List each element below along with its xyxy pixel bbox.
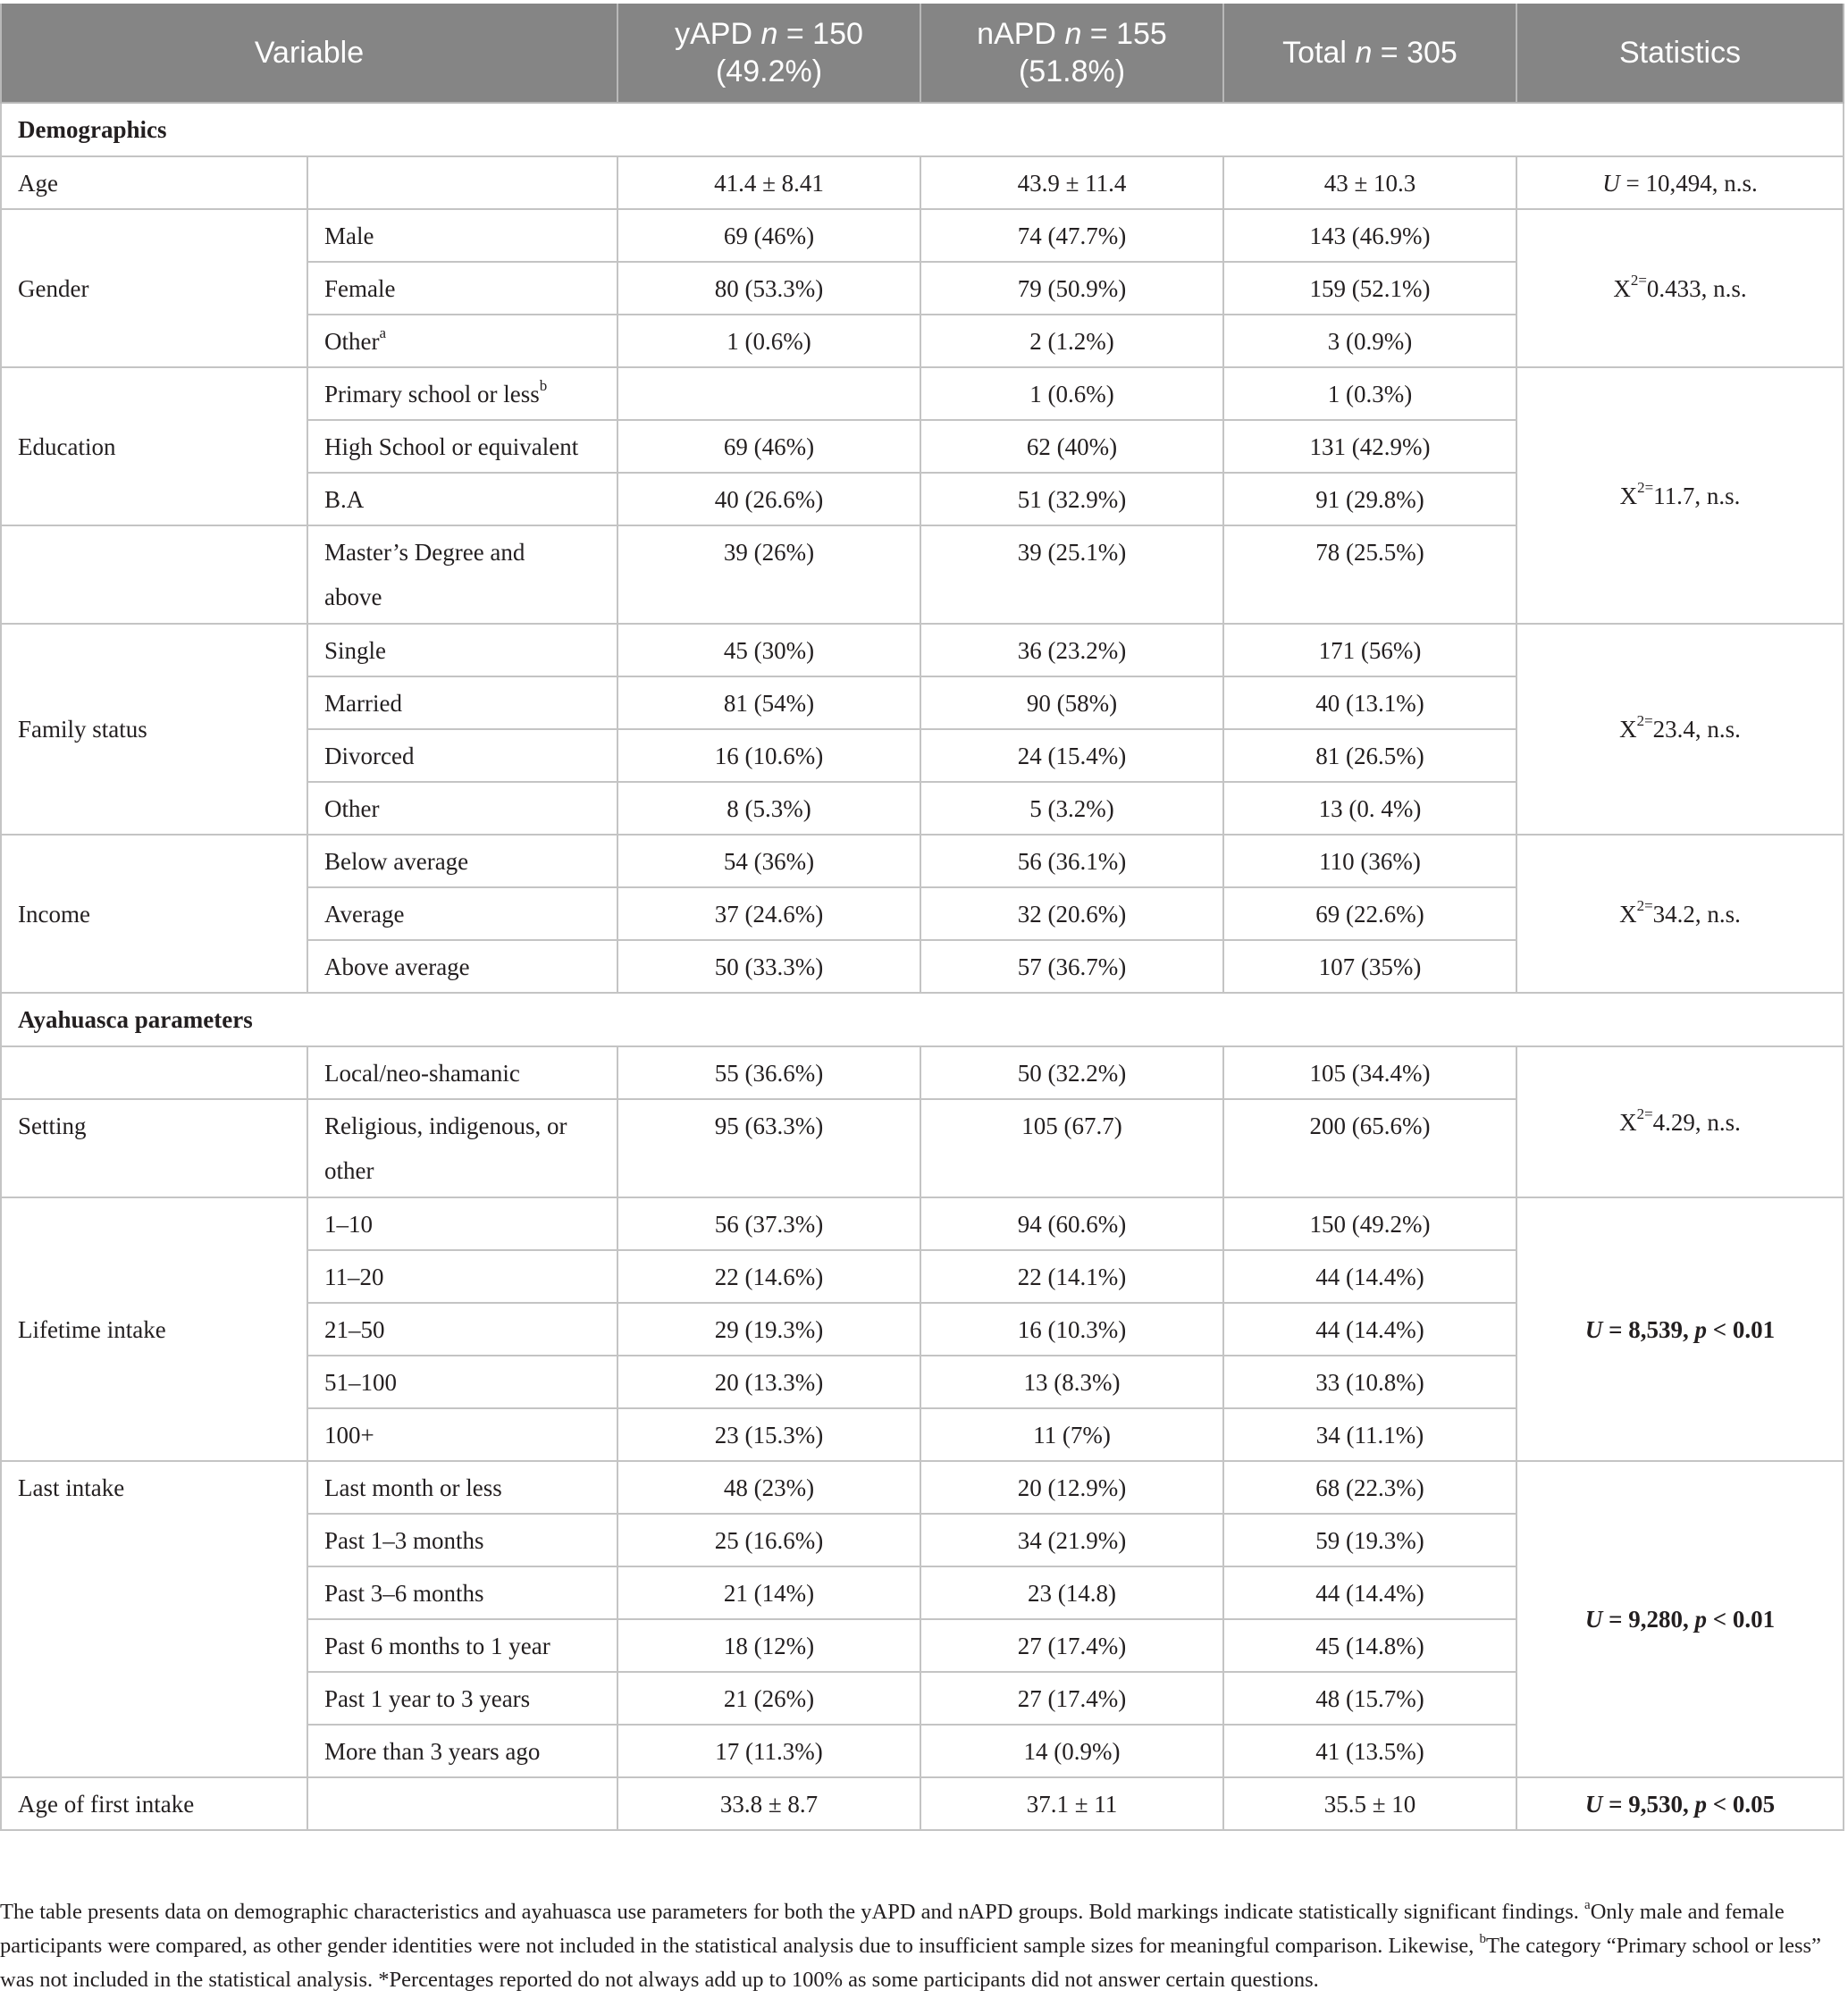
table-row (1, 1461, 1844, 1514)
total-cell: 131 (42.9%) (1223, 420, 1516, 473)
table-row (1, 1197, 1844, 1250)
category-cell: Divorced (307, 729, 617, 782)
header-statistics: Statistics (1516, 4, 1844, 103)
total-cell: 91 (29.8%) (1223, 473, 1516, 525)
total-cell: 159 (52.1%) (1223, 262, 1516, 315)
total-cell: 81 (26.5%) (1223, 729, 1516, 782)
yapd-cell: 33.8 ± 8.7 (617, 1777, 920, 1830)
table-row (1, 1777, 1844, 1830)
total-cell: 1 (0.3%) (1223, 367, 1516, 420)
category-cell: B.A (307, 473, 617, 525)
yapd-cell: 69 (46%) (617, 209, 920, 262)
table-row (1, 156, 1844, 209)
total-cell: 35.5 ± 10 (1223, 1777, 1516, 1830)
category-cell: Female (307, 262, 617, 315)
yapd-cell: 8 (5.3%) (617, 782, 920, 835)
yapd-cell: 37 (24.6%) (617, 887, 920, 940)
empty-label-cell (1, 525, 307, 624)
category-cell: Last month or less (307, 1461, 617, 1514)
table-row (1, 835, 1844, 887)
yapd-cell: 22 (14.6%) (617, 1250, 920, 1303)
footnote-marker-b: b (539, 376, 548, 394)
category-cell: Past 3–6 months (307, 1566, 617, 1619)
table-body (1, 103, 1844, 1830)
category-cell: Single (307, 624, 617, 676)
footnote-sup-a: a (1584, 1897, 1591, 1912)
category-cell: Below average (307, 835, 617, 887)
napd-cell: 24 (15.4%) (920, 729, 1223, 782)
category-cell (307, 1777, 617, 1830)
section-row (1, 993, 1844, 1046)
total-cell: 105 (34.4%) (1223, 1046, 1516, 1099)
napd-cell: 105 (67.7) (920, 1099, 1223, 1197)
napd-cell: 27 (17.4%) (920, 1619, 1223, 1672)
napd-cell: 57 (36.7%) (920, 940, 1223, 993)
total-cell: 68 (22.3%) (1223, 1461, 1516, 1514)
row-label-income: Income (1, 835, 307, 993)
total-cell: 110 (36%) (1223, 835, 1516, 887)
total-cell: 45 (14.8%) (1223, 1619, 1516, 1672)
napd-cell: 39 (25.1%) (920, 525, 1223, 624)
table-row (1, 367, 1844, 420)
napd-cell: 79 (50.9%) (920, 262, 1223, 315)
napd-cell: 14 (0.9%) (920, 1725, 1223, 1777)
napd-cell: 20 (12.9%) (920, 1461, 1223, 1514)
row-label-setting: Setting (1, 1099, 307, 1197)
total-cell: 107 (35%) (1223, 940, 1516, 993)
row-label-education: Education (1, 367, 307, 525)
napd-cell: 32 (20.6%) (920, 887, 1223, 940)
yapd-cell: 40 (26.6%) (617, 473, 920, 525)
total-cell: 44 (14.4%) (1223, 1566, 1516, 1619)
category-cell: Primary school or less$^b$ (307, 367, 617, 420)
header-total: Total n = 305 (1223, 4, 1516, 103)
header-napd: nAPD n = 155 (51.8%) (920, 4, 1223, 103)
yapd-cell: 50 (33.3%) (617, 940, 920, 993)
napd-cell: 1 (0.6%) (920, 367, 1223, 420)
napd-cell: 74 (47.7%) (920, 209, 1223, 262)
yapd-cell: 45 (30%) (617, 624, 920, 676)
yapd-cell: 21 (26%) (617, 1672, 920, 1725)
total-cell: 33 (10.8%) (1223, 1356, 1516, 1408)
yapd-cell: 69 (46%) (617, 420, 920, 473)
napd-cell: 36 (23.2%) (920, 624, 1223, 676)
category-cell: Local/neo-shamanic (307, 1046, 617, 1099)
yapd-cell: 39 (26%) (617, 525, 920, 624)
yapd-cell: 95 (63.3%) (617, 1099, 920, 1197)
category-cell: Past 6 months to 1 year (307, 1619, 617, 1672)
row-label-last: Last intake (1, 1461, 307, 1777)
total-cell: 44 (14.4%) (1223, 1250, 1516, 1303)
yapd-cell: 20 (13.3%) (617, 1356, 920, 1408)
yapd-cell: 54 (36%) (617, 835, 920, 887)
total-cell: 59 (19.3%) (1223, 1514, 1516, 1566)
category-cell: Past 1–3 months (307, 1514, 617, 1566)
napd-cell: 23 (14.8) (920, 1566, 1223, 1619)
napd-cell: 37.1 ± 11 (920, 1777, 1223, 1830)
stat-last: U = 9,280, p < 0.01 (1516, 1461, 1844, 1777)
total-cell: 43 ± 10.3 (1223, 156, 1516, 209)
category-cell: Average (307, 887, 617, 940)
category-cell: Religious, indigenous, or other (307, 1099, 617, 1197)
stat-age: U = 10,494, n.s. (1516, 156, 1844, 209)
section-row (1, 103, 1844, 156)
napd-cell: 51 (32.9%) (920, 473, 1223, 525)
category-cell: High School or equivalent (307, 420, 617, 473)
yapd-cell (617, 367, 920, 420)
category-cell: 1–10 (307, 1197, 617, 1250)
row-label-family: Family status (1, 624, 307, 835)
napd-cell: 34 (21.9%) (920, 1514, 1223, 1566)
napd-cell: 62 (40%) (920, 420, 1223, 473)
napd-cell: 90 (58%) (920, 676, 1223, 729)
header-row (1, 4, 1844, 103)
table-row (1, 209, 1844, 262)
row-label-age: Age (1, 156, 307, 209)
stat-setting: $X^{2=}4.29$, n.s. (1516, 1046, 1844, 1197)
row-label-gender: Gender (1, 209, 307, 367)
napd-cell: 11 (7%) (920, 1408, 1223, 1461)
table-row (1, 1046, 1844, 1099)
napd-cell: 2 (1.2%) (920, 315, 1223, 367)
total-cell: 41 (13.5%) (1223, 1725, 1516, 1777)
yapd-cell: 48 (23%) (617, 1461, 920, 1514)
total-cell: 150 (49.2%) (1223, 1197, 1516, 1250)
category-cell: Other (307, 782, 617, 835)
stat-first-intake: U = 9,530, p < 0.05 (1516, 1777, 1844, 1830)
yapd-cell: 16 (10.6%) (617, 729, 920, 782)
category-cell (307, 156, 617, 209)
total-cell: 171 (56%) (1223, 624, 1516, 676)
category-cell: Past 1 year to 3 years (307, 1672, 617, 1725)
yapd-cell: 55 (36.6%) (617, 1046, 920, 1099)
category-cell: Male (307, 209, 617, 262)
category-cell: 100+ (307, 1408, 617, 1461)
category-cell: Above average (307, 940, 617, 993)
category-cell: 11–20 (307, 1250, 617, 1303)
yapd-cell: 17 (11.3%) (617, 1725, 920, 1777)
category-cell: Married (307, 676, 617, 729)
total-cell: 143 (46.9%) (1223, 209, 1516, 262)
row-label-first-intake: Age of first intake (1, 1777, 307, 1830)
total-cell: 13 (0. 4%) (1223, 782, 1516, 835)
yapd-cell: 21 (14%) (617, 1566, 920, 1619)
stat-education: $X^{2=}11.7$, n.s. (1516, 367, 1844, 624)
section-demographics: Demographics (1, 103, 1844, 156)
data-table (0, 4, 1844, 1831)
yapd-cell: 80 (53.3%) (617, 262, 920, 315)
napd-cell: 13 (8.3%) (920, 1356, 1223, 1408)
yapd-cell: 18 (12%) (617, 1619, 920, 1672)
category-cell: More than 3 years ago (307, 1725, 617, 1777)
footnote-marker-a: a (379, 323, 387, 341)
napd-cell: 22 (14.1%) (920, 1250, 1223, 1303)
napd-cell: 56 (36.1%) (920, 835, 1223, 887)
yapd-cell: 41.4 ± 8.41 (617, 156, 920, 209)
stat-gender: $X^{2=}0.433$, n.s. (1516, 209, 1844, 367)
yapd-cell: 1 (0.6%) (617, 315, 920, 367)
table-row (1, 624, 1844, 676)
empty-label-cell (1, 1046, 307, 1099)
total-cell: 44 (14.4%) (1223, 1303, 1516, 1356)
total-cell: 78 (25.5%) (1223, 525, 1516, 624)
section-ayahuasca: Ayahuasca parameters (1, 993, 1844, 1046)
yapd-cell: 25 (16.6%) (617, 1514, 920, 1566)
total-cell: 200 (65.6%) (1223, 1099, 1516, 1197)
total-cell: 40 (13.1%) (1223, 676, 1516, 729)
napd-cell: 27 (17.4%) (920, 1672, 1223, 1725)
napd-cell: 94 (60.6%) (920, 1197, 1223, 1250)
table-footnote: The table presents data on demographic characteristics and ayahuasca use parameters for both the yAPD and nAPD groups. Bold markings indicate statistically significant findings. $^a$Only male and female participants were compared, as other gender identities were not included in the statistical analysis due to insufficient sample sizes for meaningful comparison. Likewise, $^b$The category “Primary school or less” was not included in the statistical analysis. *Percentages reported do not always add up to 100% as some participants did not answer certain questions. (0, 1897, 1821, 1992)
total-cell: 34 (11.1%) (1223, 1408, 1516, 1461)
napd-cell: 43.9 ± 11.4 (920, 156, 1223, 209)
category-cell: Other$^a$ (307, 315, 617, 367)
total-cell: 3 (0.9%) (1223, 315, 1516, 367)
total-cell: 69 (22.6%) (1223, 887, 1516, 940)
yapd-cell: 29 (19.3%) (617, 1303, 920, 1356)
header-yapd: yAPD n = 150 (49.2%) (617, 4, 920, 103)
footnote-sup-b: b (1479, 1931, 1487, 1946)
stat-income: $X^{2=}34.2$, n.s. (1516, 835, 1844, 993)
yapd-cell: 23 (15.3%) (617, 1408, 920, 1461)
yapd-cell: 81 (54%) (617, 676, 920, 729)
row-label-lifetime: Lifetime intake (1, 1197, 307, 1461)
napd-cell: 5 (3.2%) (920, 782, 1223, 835)
category-cell: 51–100 (307, 1356, 617, 1408)
napd-cell: 50 (32.2%) (920, 1046, 1223, 1099)
table-header (1, 4, 1844, 103)
stat-family: $X^{2=}23.4$, n.s. (1516, 624, 1844, 835)
yapd-cell: 56 (37.3%) (617, 1197, 920, 1250)
header-variable: Variable (1, 4, 617, 103)
category-cell: 21–50 (307, 1303, 617, 1356)
total-cell: 48 (15.7%) (1223, 1672, 1516, 1725)
napd-cell: 16 (10.3%) (920, 1303, 1223, 1356)
stat-lifetime: U = 8,539, p < 0.01 (1516, 1197, 1844, 1461)
category-cell: Master’s Degree and above (307, 525, 617, 624)
